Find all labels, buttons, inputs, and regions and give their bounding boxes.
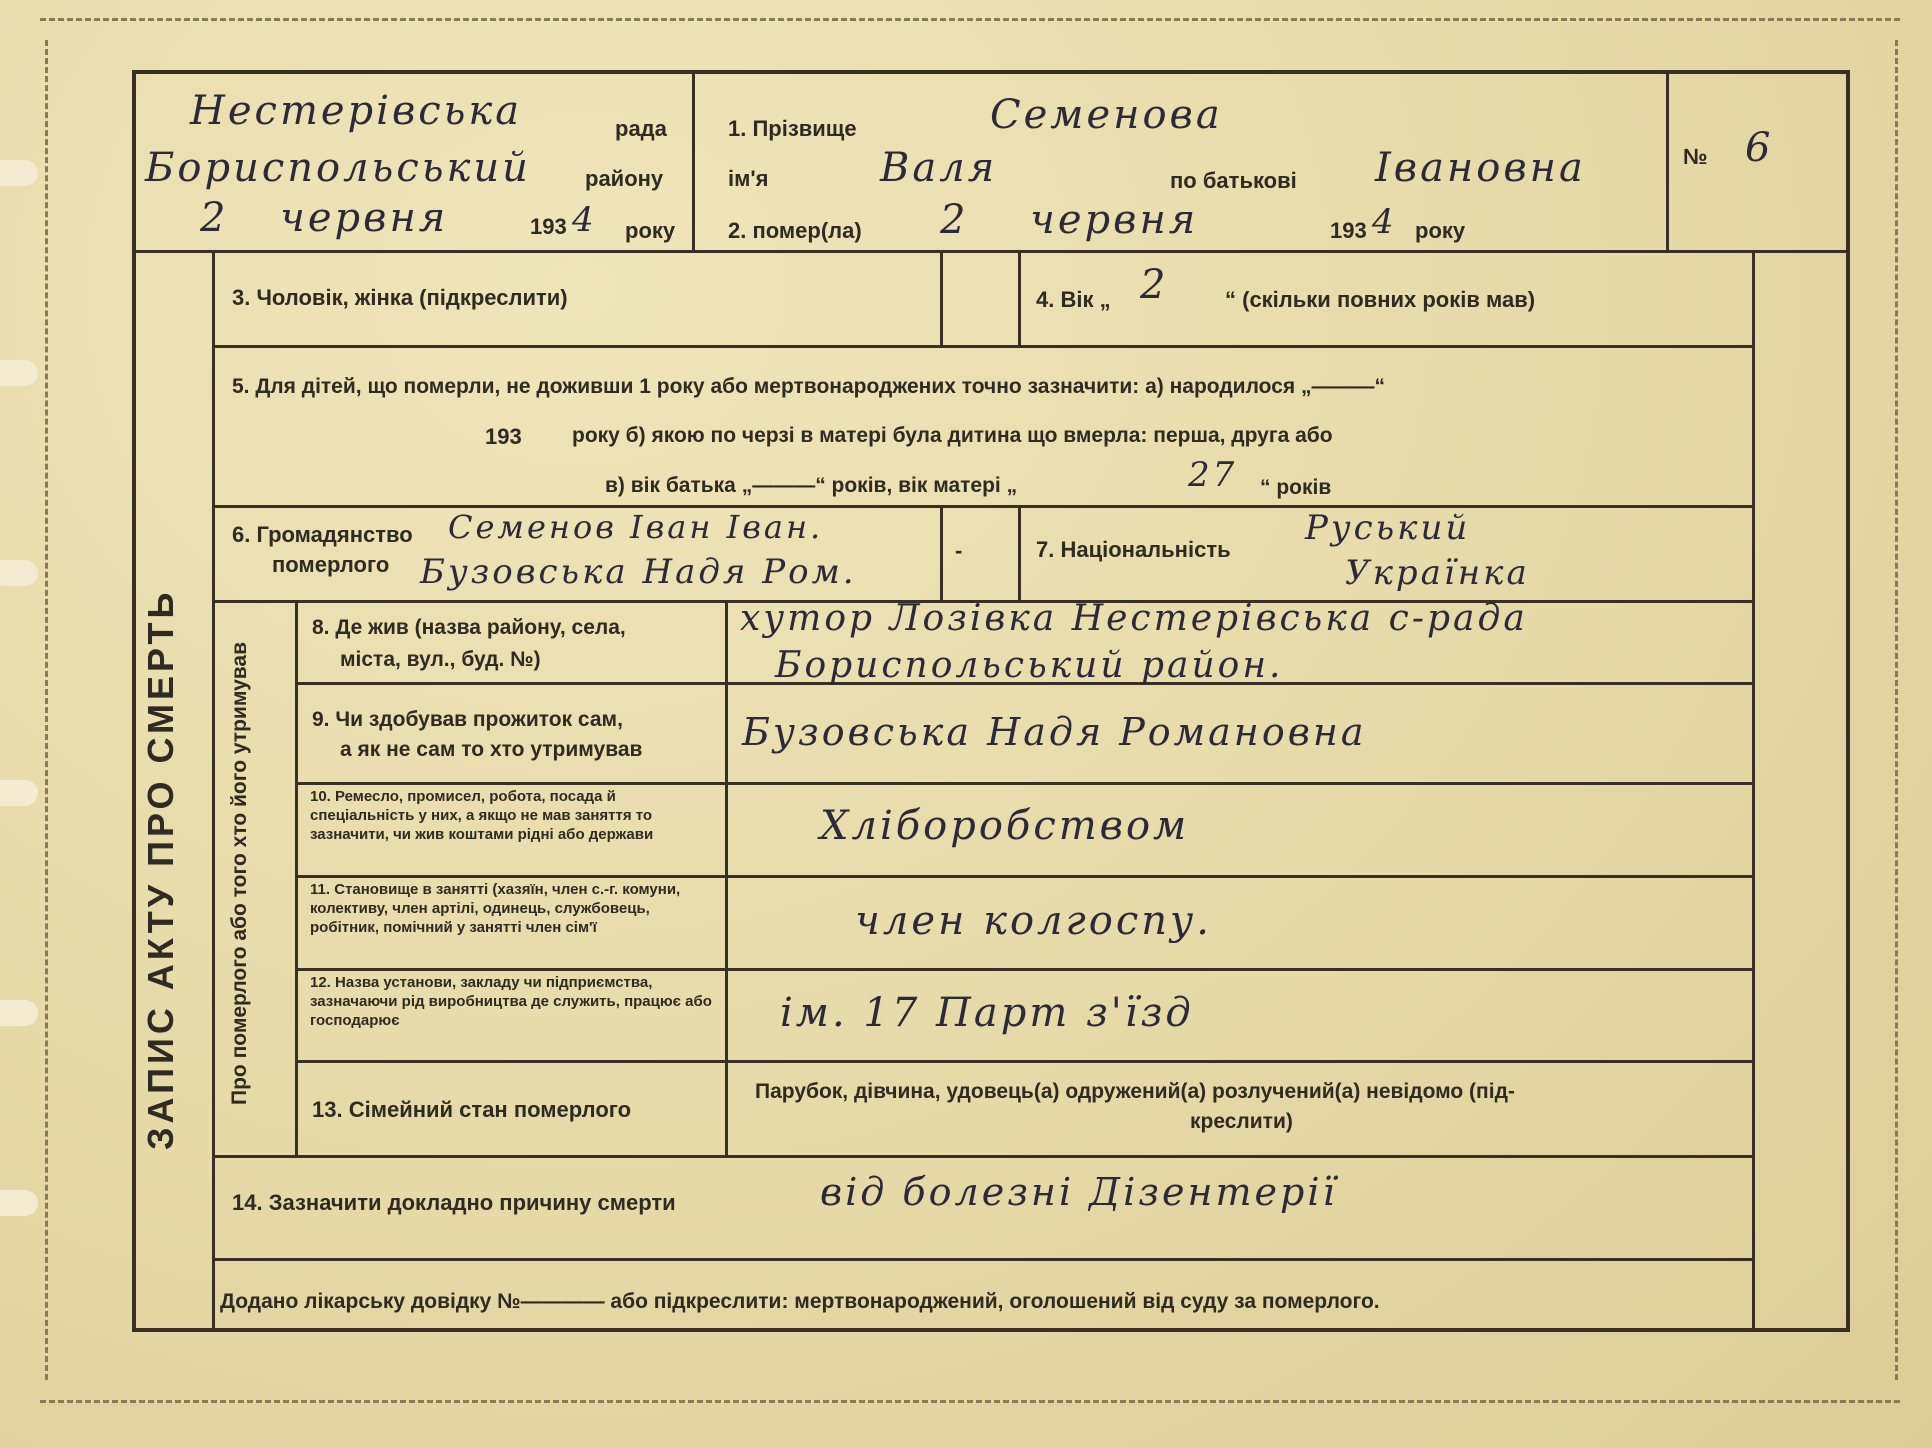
- side-title: ЗАПИС АКТУ ПРО СМЕРТЬ: [140, 588, 181, 1150]
- district-handwritten: Бориспольський: [145, 145, 531, 191]
- field-7-handwritten-1: Руський: [1305, 508, 1471, 548]
- row-divider: [295, 968, 1752, 971]
- row-divider: [295, 875, 1752, 878]
- field-8-label-2: міста, вул., буд. №): [340, 648, 541, 671]
- field-5-line-3-end: “ років: [1260, 476, 1332, 499]
- col-divider: [212, 250, 215, 1332]
- died-month-handwritten: червня: [1030, 197, 1199, 243]
- field-8-label-1: 8. Де жив (назва району, села,: [312, 616, 626, 639]
- field-10-label: 10. Ремесло, промисел, робота, посада й спеціальність у них, а якщо не мав заняття то зазначити, чи жив коштами рідні або держави: [310, 788, 654, 843]
- died-day-handwritten: 2: [940, 197, 969, 243]
- field-13-values-1: Парубок, дівчина, удовець(а) одружений(а) розлучений(а) невідомо (під-: [755, 1080, 1515, 1103]
- col-divider: [692, 70, 695, 250]
- date-year-prefix: 193: [530, 214, 567, 239]
- date-month-handwritten: червня: [280, 195, 449, 241]
- field-12-label: 12. Назва установи, закладу чи підприємства, зазначаючи рід виробництва де служить, працює або господарює: [310, 974, 712, 1029]
- row-divider: [212, 1155, 1752, 1158]
- binding-hole: [0, 1190, 38, 1216]
- field-8-handwritten-2: Бориспольський район.: [775, 645, 1284, 686]
- perforation-bottom: [40, 1400, 1900, 1403]
- field-8-handwritten-1: хутор Лозівка Нестерівська с-рада: [740, 598, 1528, 639]
- field-9-handwritten: Бузовська Надя Романовна: [742, 710, 1367, 754]
- perforation-top: [40, 18, 1900, 21]
- record-number-handwritten: 6: [1745, 125, 1774, 171]
- date-year-label: року: [625, 218, 676, 243]
- field-13-label: 13. Сімейний стан померлого: [312, 1097, 632, 1122]
- field-14-handwritten: від болезні Дізентерії: [820, 1170, 1338, 1214]
- died-year-handwritten: 4: [1372, 202, 1397, 242]
- field-5-year-prefix: 193: [485, 424, 522, 449]
- field-5-line-3: в) вік батька „———“ років, вік матері „: [605, 474, 1018, 497]
- field-10-handwritten: Хліборобством: [820, 803, 1190, 849]
- col-divider: [295, 600, 298, 1155]
- field-11-handwritten: член колгоспу.: [855, 898, 1212, 944]
- field-7-handwritten-2: Українка: [1345, 553, 1530, 593]
- council-handwritten: Нестерівська: [190, 88, 523, 134]
- patronymic-label: по батькові: [1170, 168, 1297, 193]
- field-4-age-suffix: “ (скільки повних років мав): [1225, 287, 1536, 312]
- council-label: рада: [615, 116, 667, 141]
- died-year-label: року: [1415, 218, 1466, 243]
- record-number-label: №: [1683, 144, 1708, 169]
- field-13-values-2: креслити): [1190, 1110, 1293, 1133]
- field-3-sex: 3. Чоловік, жінка (підкреслити): [232, 285, 568, 310]
- date-year-handwritten: 4: [572, 200, 597, 240]
- field-6-handwritten-1: Семенов Іван Іван.: [448, 508, 824, 546]
- row-divider: [212, 1258, 1752, 1261]
- died-label: 2. помер(ла): [728, 218, 862, 243]
- binding-hole: [0, 780, 38, 806]
- footer-note: Додано лікарську довідку №———— або підкреслити: мертвонароджений, оголошений від суду за померлого.: [220, 1290, 1380, 1313]
- field-9-label-2: а як не сам то хто утримував: [340, 738, 643, 761]
- col-divider: [940, 505, 943, 600]
- row-divider: [295, 1060, 1752, 1063]
- field-7-label: 7. Національність: [1036, 537, 1231, 562]
- form-frame: [132, 70, 1850, 1332]
- binding-hole: [0, 360, 38, 386]
- first-name-label: ім'я: [728, 166, 769, 191]
- perforation-right: [1895, 40, 1898, 1380]
- field-6-label-1: 6. Громадянство: [232, 522, 413, 547]
- col-divider: [940, 250, 943, 345]
- col-divider: [725, 600, 728, 1155]
- field-9-label-1: 9. Чи здобував прожиток сам,: [312, 708, 623, 731]
- patronymic-handwritten: Івановна: [1375, 145, 1586, 191]
- row-divider: [295, 782, 1752, 785]
- field-4-age-prefix: 4. Вік „: [1036, 287, 1111, 312]
- field-11-label: 11. Становище в занятті (хазяїн, член с.-г. комуни, колективу, член артілі, одинець, службовець, робітник, помічний у занятті член сім'ї: [310, 881, 681, 936]
- field-5-mother-age-handwritten: 27: [1188, 455, 1238, 495]
- binding-hole: [0, 560, 38, 586]
- first-name-handwritten: Валя: [880, 145, 998, 191]
- surname-handwritten: Семенова: [990, 92, 1223, 138]
- binding-hole: [0, 1000, 38, 1026]
- perforation-left: [45, 40, 48, 1380]
- field-5-line-1: 5. Для дітей, що померли, не доживши 1 року або мертвонароджених точно зазначити: а) народилося „———“: [232, 375, 1385, 398]
- surname-label: 1. Прізвище: [728, 116, 857, 141]
- field-6-label-2: померлого: [272, 552, 390, 577]
- field-12-handwritten: ім. 17 Парт з'їзд: [780, 990, 1194, 1036]
- col-divider: [1666, 70, 1669, 250]
- side-subtitle: Про померлого або того хто його утримував: [228, 642, 251, 1105]
- field-6-handwritten-2: Бузовська Надя Ром.: [420, 552, 857, 592]
- col-divider: [1018, 505, 1021, 600]
- field-5-line-2: року б) якою по черзі в матері була дитина що вмерла: перша, друга або: [572, 424, 1333, 447]
- binding-hole: [0, 160, 38, 186]
- date-day-handwritten: 2: [200, 195, 229, 241]
- died-year-prefix: 193: [1330, 218, 1367, 243]
- field-4-age-handwritten: 2: [1140, 262, 1169, 308]
- district-label: району: [585, 166, 664, 191]
- col-divider: [1752, 250, 1755, 1332]
- field-14-label: 14. Зазначити докладно причину смерти: [232, 1190, 676, 1215]
- col-divider: [1018, 250, 1021, 345]
- row-divider: [212, 505, 1752, 508]
- row-divider: [132, 250, 1850, 253]
- row-divider: [212, 345, 1752, 348]
- field-6-dash: -: [955, 538, 963, 563]
